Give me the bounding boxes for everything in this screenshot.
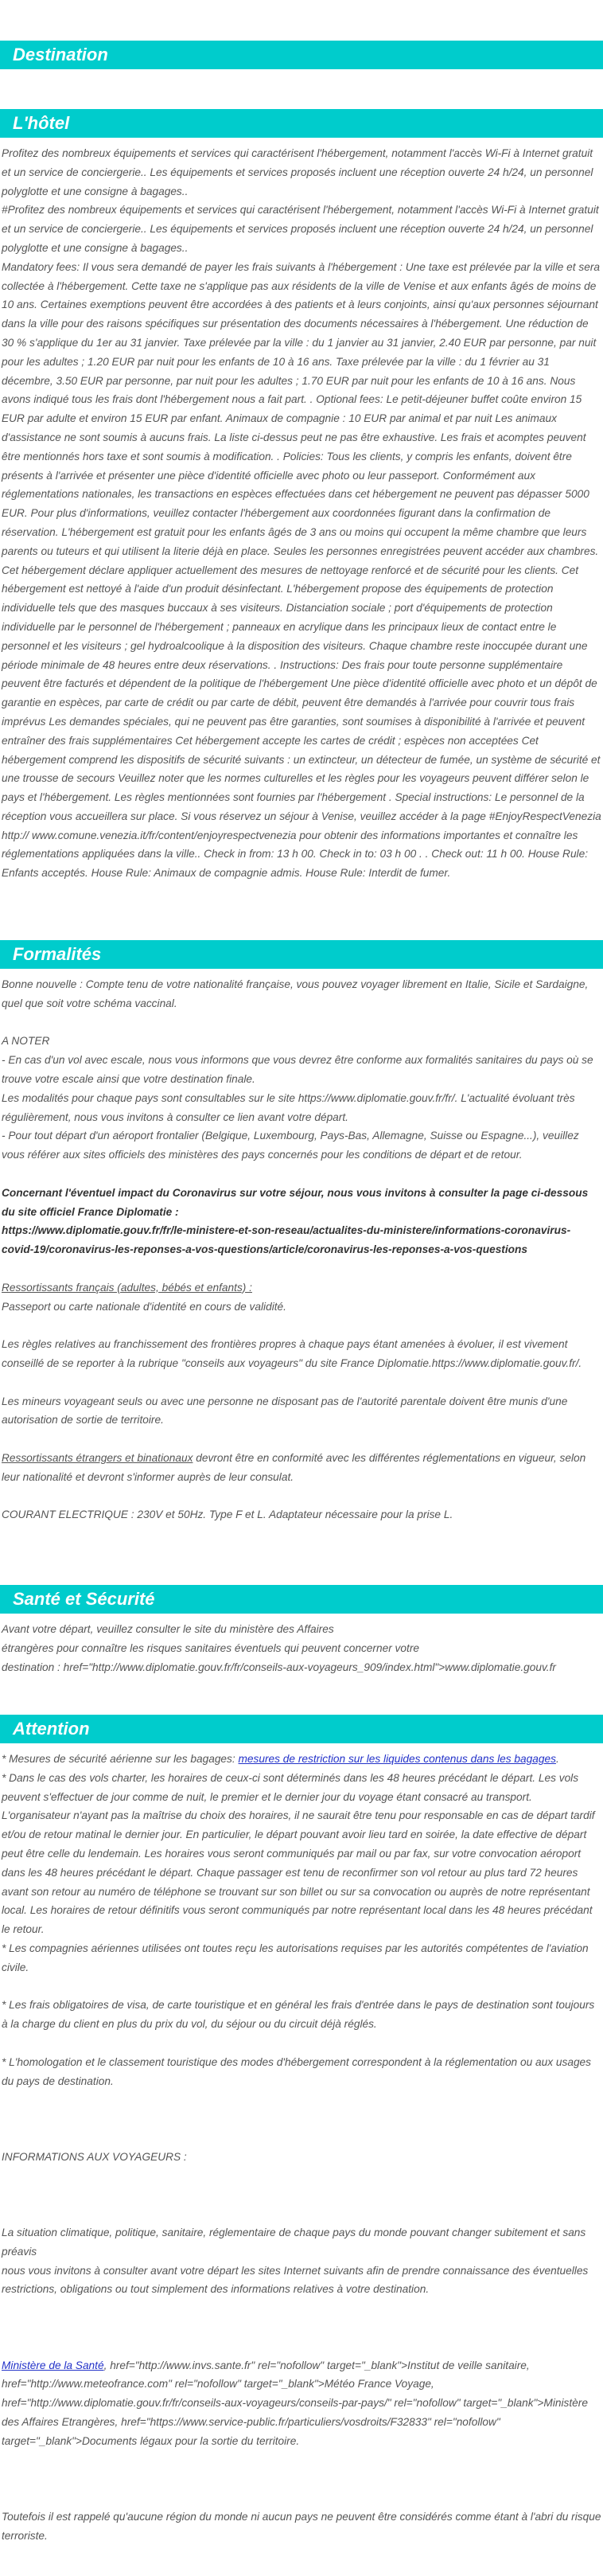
section-title-destination: Destination (0, 41, 603, 69)
spacer (2, 2318, 601, 2337)
french-nationals-label: Ressortissants français (adultes, bébés et enfants) : (2, 1281, 252, 1294)
spacer (2, 2034, 601, 2053)
good-news-text: Bonne nouvelle : Compte tenu de votre nationalité française, vous pouvez voyager librement en Italie, Sicile et Sardaigne, quel que soit votre schéma vaccinal. (2, 978, 589, 1009)
useful-sites-block (2, 2356, 601, 2451)
spacer (2, 1373, 601, 1392)
a-noter-line: - En cas d'un vol avec escale, nous vous informons que vous devrez être conforme aux formalités sanitaires du pays où se trouve votre escale ainsi que votre destination finale. (2, 1054, 593, 1085)
charter-flights-text: * Dans le cas des vols charter, les horaires de ceux-ci sont déterminés dans les 48 heures précédant le départ. Les vols peuvent s'effectuer de jour comme de nuit, le premier et le dernier jour du voyage étant consacré au transport. L'organisateur n'ayant pas la maîtrise du choix des horaires, il ne saurait être tenu pour responsable en cas de départ tardif et/ou de retour matinal le dernier jour. En particulier, le départ pouvant avoir lieu tard en soirée, la date effective de départ peut être celle du lendemain. Les horaires vous seront communiqués par mail ou par fax, sur votre convocation aéroport dans les 48 heures précédant le départ. Chaque passager est tenu de reconfirmer son vol retour au plus tard 72 heures avant son retour au numéro de téléphone se trouvant sur son billet ou sur sa convocation ou auprès de notre représentant local. Les horaires de retour définitifs vous seront communiqués par notre représentant local dans les 48 heures précédant le retour. (2, 1771, 595, 1936)
spacer (2, 2450, 601, 2469)
liquid-restrictions-link[interactable]: mesures de restriction sur les liquides contenus dans les bagages (238, 1753, 556, 1765)
french-nationals-block (2, 1278, 601, 1298)
spacer (2, 1259, 601, 1278)
electric-current-text: COURANT ELECTRIQUE : 230V et 50Hz. Type F et L. Adaptateur nécessaire pour la prise L. (2, 1509, 453, 1521)
spacer (2, 1013, 601, 1032)
spacer (2, 2185, 601, 2204)
spacer (2, 2337, 601, 2356)
terrorism-notice: Toutefois il est rappelé qu'aucune région du monde ni aucun pays ne peuvent être considérés comme étant à l'abri du risque terroriste. (2, 2510, 601, 2542)
spacer (2, 1316, 601, 1335)
section-title-sante-securite: Santé et Sécurité (0, 1585, 603, 1614)
spacer (2, 2110, 601, 2129)
spacer (2, 2469, 601, 2488)
a-noter-line: - Pour tout départ d'un aéroport frontalier (Belgique, Luxembourg, Pays-Bas, Allemagne, Suisse ou Espagne...), veuillez vous référer aux sites officiels des ministères des pays concernés pour les conditions de départ et de retour. (2, 1130, 579, 1161)
attention-content (0, 1750, 603, 2545)
hotel-paragraph-services: Profitez des nombreux équipements et services qui caractérisent l'hébergement, notamment l'accès Wi-Fi à Internet gratuit et un service de conciergerie.. Les équipements et services proposés incluent une réception ouverte 24 h/24, un personnel polyglotte et une consigne à bagages.. (2, 147, 593, 197)
traveller-info-title: INFORMATIONS AUX VOYAGEURS : (2, 2150, 187, 2163)
sante-line: Avant votre départ, veuillez consulter le site du ministère des Affaires (2, 1623, 334, 1635)
homologation-text: * L'homologation et le classement touristique des modes d'hébergement correspondent à la réglementation ou aux usages du pays de destination. (2, 2055, 592, 2087)
spacer (2, 1487, 601, 1506)
section-title-hotel: L'hôtel (0, 109, 603, 138)
sante-line: destination : href="http://www.diplomatie.gouv.fr/fr/conseils-aux-voyageurs_909/index.html">www.diplomatie.gouv.fr (2, 1661, 556, 1673)
hotel-paragraph-fees-policies: Mandatory fees: Il vous sera demandé de payer les frais suivants à l'hébergement : Une taxe est prélevée par la ville et sera collectée à l'hébergement. Cette taxe ne s'applique pas aux résidents de la ville de Venise et aux enfants âgés de moins de 10 ans. Certaines exemptions peuvent être accordées à des patients et à leurs conjoints, ainsi qu'aux personnes séjournant dans la ville pour des raisons spécifiques sur présentation des documents nécessaires à l'hébergement. Une réduction de 30 % s'applique du 1er au 31 janvier. Taxe prélevée par la ville : du 1 janvier au 31 janvier, 2.40 EUR par personne, par nuit pour les adultes ; 1.20 EUR par nuit pour les enfants de 10 à 16 ans. Taxe prélevée par la ville : du 1 février au 31 décembre, 3.50 EUR par personne, par nuit pour les adultes ; 1.70 EUR par nuit pour les enfants de 10 à 16 ans. Nous avons indiqué tous les frais dont l'hébergement nous a fait part. . Optional fees: Le petit-déjeuner buffet coûte environ 15 EUR par adulte et environ 15 EUR par enfant. Animaux de compagnie : 10 EUR par animal et par nuit Les animaux d'assistance ne sont soumis à aucuns frais. La liste ci-dessus peut ne pas être exhaustive. Les frais et acomptes peuvent être mentionnés hors taxe et sont soumis à modification. . Policies: Tous les clients, y compris les enfants, doivent être présents à l'arrivée et présenter une pièce d'identité officielle avec photo ou leur passeport. Conformément aux réglementations nationales, les transactions en espèces effectuées dans cet hébergement ne peuvent pas dépasser 5000 EUR. Pour plus d'informations, veuillez contacter l'hébergement aux coordonnées figurant dans la confirmation de réservation. L'hébergement est gratuit pour les enfants âgés de 3 ans ou moins qui occupent la même chambre que leurs parents ou tuteurs et qui utilisent la literie déjà en place. Seules les personnes enregistrées peuvent accéder aux chambres. Cet hébergement déclare appliquer actuellement des mesures de nettoyage renforcé et de sécurité pour les clients. Cet hébergement est nettoyé à l'aide d'un produit désinfectant. L'hébergement propose des équipements de protection individuelle tels que des masques buccaux à ses visiteurs. Distanciation sociale ; port d'équipements de protection individuelle par le personnel de l'hébergement ; panneaux en acrylique dans les principaux lieux de contact entre le personnel et les visiteurs ; gel hydroalcoolique à la disposition des visiteurs. Chaque chambre reste inoccupée durant une période minimale de 48 heures entre deux réservations. . Instructions: Des frais pour toute personne supplémentaire peuvent être facturés et dépendent de la politique de l'hébergement Une pièce d'identité officielle avec photo et un dépôt de garantie en espèces, par carte de crédit ou par carte de débit, peuvent être demandés à l'arrivée pour couvrir tous frais imprévus Les demandes spéciales, qui ne peuvent pas être garanties, sont soumises à disponibilité à l'arrivée et peuvent entraîner des frais supplémentaires Cet hébergement accepte les cartes de crédit ; espèces non acceptées Cet hébergement comprend les dispositifs de sécurité suivants : un extincteur, un détecteur de fumée, un système de sécurité et une trousse de secours Veuillez noter que les normes culturelles et les règles pour les voyageurs peuvent différer selon le pays et l'hébergement. Les règles mentionnées sont fournies par l'hébergement . Special instructions: Le personnel de la réception vous accueillera sur place. Si vous réservez un séjour à Venise, veuillez accéder à la page #EnjoyRespectVenezia http:// www.comune.venezia.it/fr/content/enjoyrespectvenezia pour obtenir des informations importantes et connaître les réglementations appliquées dans la ville.. Check in from: 13 h 00. Check in to: 03 h 00 . . Check out: 11 h 00. House Rule: Enfants acceptés. House Rule: Animaux de compagnie admis. House Rule: Interdit de fumer. (2, 260, 601, 880)
foreign-nationals-label: Ressortissants étrangers et binationaux (2, 1451, 193, 1464)
french-nationals-text: Passeport ou carte nationale d'identité en cours de validité. (2, 1300, 286, 1313)
spacer (2, 2488, 601, 2508)
spacer (2, 1165, 601, 1184)
spacer (2, 1430, 601, 1449)
hotel-paragraph-services-repeat: #Profitez des nombreux équipements et services qui caractérisent l'hébergement, notamment l'accès Wi-Fi à Internet gratuit et un service de conciergerie.. Les équipements et services proposés incluent une réception ouverte 24 h/24, un personnel polyglotte et une consigne à bagages.. (2, 204, 599, 254)
ministere-sante-link[interactable]: Ministère de la Santé (2, 2359, 104, 2371)
airlines-text: * Les compagnies aériennes utilisées ont toutes reçu les autorisations requises par les autorités compétentes de l'aviation civile. (2, 1942, 589, 1973)
baggage-security-item (2, 1750, 601, 1769)
spacer (2, 2299, 601, 2318)
sante-content (0, 1620, 603, 1676)
spacer (2, 2129, 601, 2148)
situation-line: La situation climatique, politique, sanitaire, réglementaire de chaque pays du monde pouvant changer subitement et sans préavis (2, 2226, 586, 2258)
baggage-security-prefix: * Mesures de sécurité aérienne sur les bagages: (2, 1753, 239, 1765)
visa-fees-text: * Les frais obligatoires de visa, de carte touristique et en général les frais d'entrée dans le pays de destination sont toujours à la charge du client en plus du prix du vol, du séjour ou du circuit déjà réglés. (2, 1999, 595, 2031)
useful-sites-text: , href="http://www.invs.sante.fr" rel="nofollow" target="_blank">Institut de veille sanitaire, href="http://www.meteofrance.com" rel="nofollow" target="_blank">Météo France Voyage, href="http://www.diplomatie.gouv.fr/fr/conseils-aux-voyageurs/conseils-par-pays/" rel="nofollow" target="_blank">Ministère des Affaires Etrangères, href="https://www.service-public.fr/particuliers/vosdroits/F32833" rel="nofollow" target="_blank">Documents légaux pour la sortie du territoire. (2, 2359, 588, 2447)
foreign-nationals-text: devront être en conformité avec les différentes réglementations en vigueur, selon leur nationalité et devront s'informer auprès de leur consulat. (2, 1451, 586, 1483)
sante-line: étrangères pour connaître les risques sanitaires éventuels qui peuvent concerner votre (2, 1641, 419, 1654)
border-rules-text: Les règles relatives au franchissement des frontières propres à chaque pays étant amenées à évoluer, il est vivement conseillé de se reporter à la rubrique "conseils aux voyageurs" du site France Diplomatie.https://www.diplomatie.gouv.fr/. (2, 1338, 582, 1369)
section-formalites (0, 940, 603, 1524)
minors-text: Les mineurs voyageant seuls ou avec une personne ne disposant pas de l'autorité parentale doivent être munis d'une autorisation de sortie de territoire. (2, 1395, 568, 1427)
section-hotel (0, 109, 603, 883)
a-noter-title: A NOTER (2, 1035, 50, 1048)
coronavirus-notice: Concernant l'éventuel impact du Coronavirus sur votre séjour, nous vous invitons à consulter la page ci-dessous du site officiel France Diplomatie : (2, 1186, 589, 1218)
section-title-attention: Attention (0, 1715, 603, 1743)
spacer (2, 1977, 601, 1996)
situation-line: nous vous invitons à consulter avant votre départ les sites Internet suivants afin de prendre connaissance des éventuelles restrictions, obligations ou tout simplement des informations relatives à votre destination. (2, 2264, 589, 2296)
formalites-content (0, 975, 603, 1524)
spacer (2, 2090, 601, 2110)
a-noter-line: Les modalités pour chaque pays sont consultables sur le site https://www.diplomatie.gouv.fr/fr/. L'actualité évoluant très régulièrement, nous vous invitons à consulter ce lien avant votre départ. (2, 1091, 575, 1123)
spacer (2, 2204, 601, 2223)
coronavirus-url-text: https://www.diplomatie.gouv.fr/fr/le-ministere-et-son-reseau/actualites-du-ministere/informations-coronavirus-covid-19/coronavirus-les-reponses-a-vos-questions/article/coronavirus-les-reponses-a-vos-questions (2, 1224, 571, 1256)
section-destination (0, 41, 603, 69)
baggage-security-suffix: . (555, 1753, 559, 1765)
section-title-formalites: Formalités (0, 940, 603, 969)
section-attention (0, 1715, 603, 2545)
foreign-nationals-block (2, 1449, 601, 1487)
hotel-description (0, 144, 603, 883)
section-sante-securite (0, 1585, 603, 1676)
spacer (2, 2167, 601, 2186)
